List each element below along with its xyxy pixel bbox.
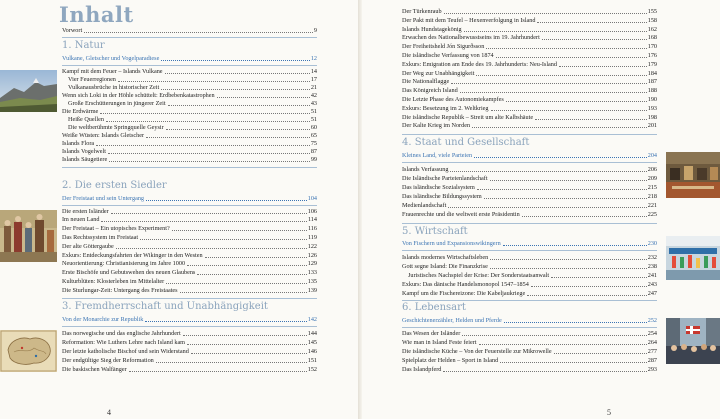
toc-entry: Kampf um die Fischereizone: Die Kabeljaukriege 247	[402, 290, 657, 297]
toc-entry: Die isländische Küche – Von der Feuerstelle zur Mikrowelle 277	[402, 348, 657, 355]
page-title: Inhalt	[59, 2, 134, 27]
toc-entry: Neuorientierung: Christianisierung im Jahre 1000 129	[62, 260, 317, 267]
toc-subheading-lebensart: Geschichtenerzähler, Helden und Pferde 252	[402, 317, 657, 324]
section-heading-wirtschaft: 5. Wirtschaft	[402, 226, 468, 237]
toc-entry: Islands Verfassung 206	[402, 166, 657, 173]
toc-entry: Juristisches Nachspiel der Krise: Der Sonderstaatsanwalt 241	[408, 272, 657, 279]
section-rule	[402, 223, 657, 224]
toc-entry: Die Sturlungar-Zeit: Untergang des Freistaates 139	[62, 287, 317, 294]
toc-entry: Im neuen Land 114	[62, 216, 317, 223]
left-page	[0, 0, 358, 419]
toc-entry: Islands Flora 75	[62, 140, 317, 147]
section-rule	[62, 326, 317, 327]
toc-entry: Das Königreich Island 188	[402, 87, 657, 94]
toc-entry: Reformation: Wie Luthers Lehre nach Island kam 145	[62, 339, 317, 346]
toc-entry: Exkurs: Entdeckungsfahrten der Wikinger in den Westen 126	[62, 252, 317, 259]
section-rule	[62, 298, 317, 299]
toc-entry: Frauenrechte und die weltweit erste Präsidentin 225	[402, 211, 657, 218]
section-rule	[402, 134, 657, 135]
toc-entry: Der Türkenraub 155	[402, 8, 657, 15]
section-rule	[402, 162, 657, 163]
section-rule	[62, 37, 317, 38]
right-page	[362, 0, 720, 419]
toc-entry: Spielplatz der Helden – Sport in Island 287	[402, 357, 657, 364]
section-rule	[402, 300, 657, 301]
toc-entry: Die isländische Republik – Streit um alte Kalbshäute 198	[402, 114, 657, 121]
fish-factory-image	[666, 236, 720, 280]
toc-entry: Die ersten Isländer 106	[62, 208, 317, 215]
toc-entry: Das Rechtssystem im Freistaat 119	[62, 234, 317, 241]
toc-entry: Erwachen des Nationalbewusstseins im 19. Jahrhundert 168	[402, 34, 657, 41]
toc-entry: Islands Säugetiere 99	[62, 156, 317, 163]
toc-entry: Das isländische Sozialsystem 215	[402, 184, 657, 191]
toc-entry: Der letzte katholische Bischof und sein Widerstand 146	[62, 348, 317, 355]
toc-entry: Islands modernes Wirtschaftsleben 232	[402, 254, 657, 261]
toc-entry: Große Erschütterungen in jüngerer Zeit 43	[68, 100, 317, 107]
toc-entry: Medienlandschaft 221	[402, 202, 657, 209]
section-rule	[62, 205, 317, 206]
toc-entry: Das Wesen der Isländer 254	[402, 330, 657, 337]
toc-entry-vorwort: Vorwort 9	[62, 27, 317, 34]
toc-entry: Heiße Quellen 51	[68, 116, 317, 123]
toc-entry: Islands Vogelwelt 87	[62, 148, 317, 155]
page-number: 4	[107, 408, 111, 417]
toc-entry: Das norwegische und das englische Jahrhundert 144	[62, 330, 317, 337]
toc-entry: Die isländische Verfassung von 1874 176	[402, 52, 657, 59]
parliament-photo-image	[666, 152, 720, 198]
section-heading-siedler: 2. Die ersten Siedler	[62, 180, 167, 191]
toc-entry: Die baskischen Walfänger 152	[62, 366, 317, 373]
toc-entry: Der Freiheitsheld Jón Sigurðsson 170	[402, 43, 657, 50]
volcano-landscape-image	[0, 70, 57, 112]
toc-entry: Die Erdwärme 51	[62, 108, 317, 115]
toc-subheading-staat: Kleines Land, viele Parteien 204	[402, 152, 657, 159]
toc-entry: Exkurs: Das dänische Handelsmonopol 1547–1854 243	[402, 281, 657, 288]
toc-entry: Der Pakt mit dem Teufel – Hexenverfolgung in Island 158	[402, 17, 657, 24]
toc-subheading-siedler: Der Freistaat und sein Untergang 104	[62, 195, 317, 202]
toc-entry: Kampf mit dem Feuer – Islands Vulkane 14	[62, 68, 317, 75]
toc-entry: Die Letzte Phase des Autonomiekampfes 190	[402, 96, 657, 103]
section-rule	[402, 250, 657, 251]
toc-entry: Gott segne Island: Die Finanzkrise 238	[402, 263, 657, 270]
toc-entry: Weiße Wüsten: Islands Gletscher 65	[62, 132, 317, 139]
toc-entry: Wie man in Island Feste feiert 264	[402, 339, 657, 346]
toc-entry: Die weltberühmte Springquelle Geysir 60	[68, 124, 317, 131]
toc-entry: Wenn sich Loki in der Höhle schüttelt: Erdbebenkatastrophen 42	[62, 92, 317, 99]
toc-subheading-wirtschaft: Von Fischern und Expansionswikingern 230	[402, 240, 657, 247]
toc-entry: Exkurs: Emigration am Ende des 19. Jahrhunderts: Neu-Island 179	[402, 61, 657, 68]
page-number: 5	[607, 408, 611, 417]
toc-entry: Der Freistaat – Ein utopisches Experiment? 116	[62, 225, 317, 232]
toc-entry: Erste Bischöfe und Gebutswehen des neuen Glaubens 133	[62, 269, 317, 276]
section-heading-staat: 4. Staat und Gesellschaft	[402, 137, 530, 148]
toc-entry: Das Islandpferd 293	[402, 366, 657, 373]
toc-entry: Vulkanausbrüche in historischer Zeit 21	[68, 84, 317, 91]
toc-entry: Die Nationalflagge 187	[402, 78, 657, 85]
section-heading-fremd: 3. Fremdherrschaft und Unabhängigkeit	[62, 301, 268, 312]
toc-entry: Vier Feuerregionen 17	[68, 76, 317, 83]
toc-entry: Das isländische Bildungssystem 218	[402, 193, 657, 200]
section-heading-lebensart: 6. Lebensart	[402, 302, 466, 313]
toc-entry: Islands Hundstagekönig 162	[402, 26, 657, 33]
section-rule	[402, 327, 657, 328]
section-heading-natur: 1. Natur	[62, 40, 105, 51]
viking-painting-image	[0, 210, 57, 262]
toc-entry: Der alte Göttergaube 122	[62, 243, 317, 250]
section-rule	[62, 167, 317, 168]
historic-map-image	[0, 330, 57, 372]
section-rule	[62, 65, 317, 66]
street-festival-image	[666, 318, 720, 364]
toc-entry: Exkurs: Besetzung im 2. Weltkrieg 193	[402, 105, 657, 112]
toc-entry: Die Isländische Parteienlandschaft 209	[402, 175, 657, 182]
toc-entry: Der Weg zur Unabhängigkeit 184	[402, 70, 657, 77]
toc-entry: Der Kalte Krieg im Norden 201	[402, 122, 657, 129]
toc-entry: Der endgültige Sieg der Reformation 151	[62, 357, 317, 364]
toc-subheading-natur: Vulkane, Gletscher und Vogelparadiese 12	[62, 55, 317, 62]
toc-entry: Kulturblüten: Klosterleben im Mittelalter 135	[62, 278, 317, 285]
toc-subheading-fremd: Von der Monarchie zur Republik 142	[62, 316, 317, 323]
